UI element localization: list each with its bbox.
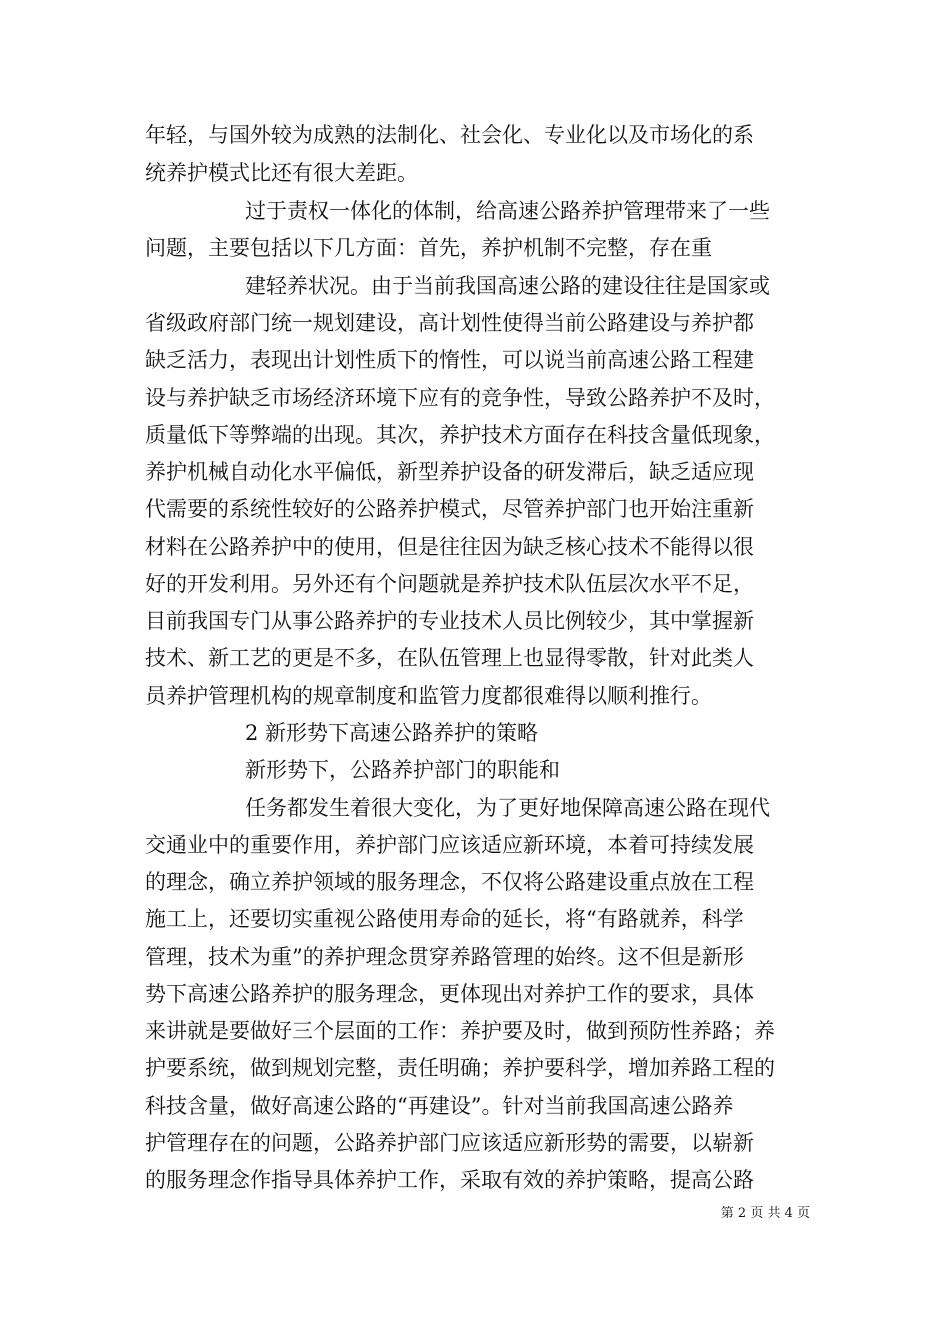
text-line: 任务都发生着很大变化，为了更好地保障高速公路在现代 [245,796,770,820]
page-footer: 第 2 页 共 4 页 [720,1206,810,1221]
text-line: 施工上，还要切实重视公路使用寿命的延长，将“有路就养，科学 [145,907,744,931]
text-line: 新形势下，公路养护部门的职能和 [245,758,560,782]
text-line: 护要系统，做到规划完整，责任明确；养护要科学，增加养路工程的 [145,1056,775,1080]
text-line: 设与养护缺乏市场经济环境下应有的竞争性，导致公路养护不及时， [145,386,775,410]
text-line: 势下高速公路养护的服务理念，更体现出对养护工作的要求，具体 [145,982,754,1006]
text-line: 材料在公路养护中的使用，但是往往因为缺乏核心技术不能得以很 [145,535,754,559]
text-line: 的理念，确立养护领域的服务理念，不仅将公路建设重点放在工程 [145,870,754,894]
text-line: 问题，主要包括以下几方面：首先，养护机制不完整，存在重 [145,236,712,260]
text-line: 目前我国专门从事公路养护的专业技术人员比例较少，其中掌握新 [145,609,754,633]
text-line: 缺乏活力，表现出计划性质下的惰性，可以说当前高速公路工程建 [145,348,754,372]
text-line: 员养护管理机构的规章制度和监管力度都很难得以顺利推行。 [145,684,712,708]
text-line: 统养护模式比还有很大差距。 [145,161,418,185]
text-line: 质量低下等弊端的出现。其次，养护技术方面存在科技含量低现象， [145,423,775,447]
text-line: 建轻养状况。由于当前我国高速公路的建设往往是国家或 [245,274,770,298]
text-line: 交通业中的重要作用，养护部门应该适应新环境，本着可持续发展 [145,833,754,857]
section-heading: 2 新形势下高速公路养护的策略 [245,721,539,745]
text-line: 养护机械自动化水平偏低，新型养护设备的研发滞后，缺乏适应现 [145,460,754,484]
text-line: 代需要的系统性较好的公路养护模式，尽管养护部门也开始注重新 [145,497,754,521]
text-line: 的服务理念作指导具体养护工作，采取有效的养护策略，提高公路 [145,1168,754,1192]
text-line: 过于责权一体化的体制，给高速公路养护管理带来了一些 [245,199,770,223]
text-line: 年轻，与国外较为成熟的法制化、社会化、专业化以及市场化的系 [145,123,754,147]
text-line: 来讲就是要做好三个层面的工作：养护要及时，做到预防性养路；养 [145,1019,775,1043]
text-line: 技术、新工艺的更是不多，在队伍管理上也显得零散，针对此类人 [145,646,754,670]
text-line: 科技含量，做好高速公路的“再建设”。针对当前我国高速公路养 [145,1094,734,1118]
text-line: 省级政府部门统一规划建设，高计划性使得当前公路建设与养护都 [145,311,754,335]
text-line: 管理，技术为重”的养护理念贯穿养路管理的始终。这不但是新形 [145,945,744,969]
text-line: 护管理存在的问题，公路养护部门应该适应新形势的需要，以崭新 [145,1131,754,1155]
text-line: 好的开发利用。另外还有个问题就是养护技术队伍层次水平不足， [145,572,754,596]
